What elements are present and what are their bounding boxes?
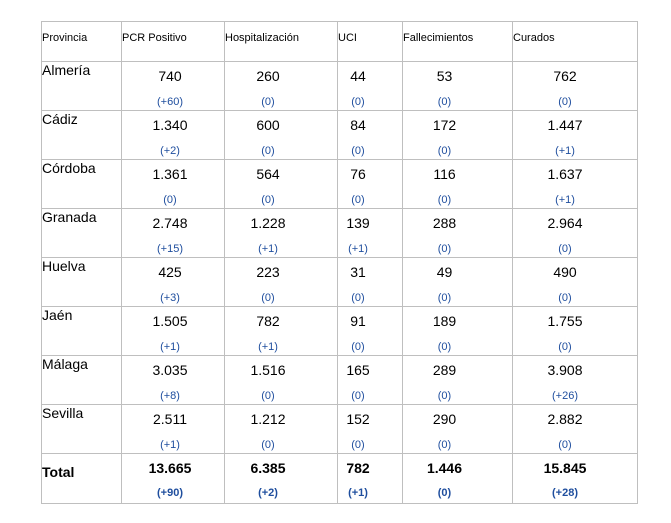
cell-hospitalizacion	[225, 258, 338, 307]
cell-provincia: Total	[42, 454, 122, 504]
pcr-positivo-value: 1.361	[152, 166, 188, 182]
total-row	[42, 454, 638, 504]
header-row	[42, 22, 638, 62]
hospitalizacion-change: (+1)	[258, 243, 278, 255]
cell-fallecimientos	[403, 160, 513, 209]
cell-provincia: Málaga	[42, 356, 122, 405]
table-row	[42, 111, 638, 160]
curados-value: 2.882	[547, 411, 583, 427]
curados-change: (0)	[558, 341, 572, 353]
pcr-positivo-change: (0)	[163, 194, 177, 206]
cell-provincia: Cádiz	[42, 111, 122, 160]
table-row	[42, 258, 638, 307]
hospitalizacion-value: 260	[256, 68, 280, 84]
fallecimientos-value: 172	[432, 117, 457, 133]
pcr-positivo-change: (+3)	[160, 292, 180, 304]
curados-change: (0)	[558, 439, 572, 451]
pcr-positivo-value: 425	[158, 264, 182, 280]
fallecimientos-change: (0)	[437, 439, 452, 451]
table-row	[42, 356, 638, 405]
cell-curados	[513, 209, 638, 258]
uci-value: 31	[350, 264, 366, 280]
curados-change: (+1)	[555, 145, 575, 157]
table-row	[42, 160, 638, 209]
pcr-positivo-change: (+1)	[160, 341, 180, 353]
cell-fallecimientos	[403, 405, 513, 454]
fallecimientos-value: 49	[436, 264, 453, 280]
uci-change: (0)	[351, 96, 365, 108]
hospitalizacion-value: 6.385	[250, 460, 286, 476]
hospitalizacion-value: 1.212	[250, 411, 286, 427]
uci-value: 91	[350, 313, 366, 329]
curados-change: (0)	[558, 243, 572, 255]
fallecimientos-change: (0)	[437, 292, 452, 304]
uci-change: (+1)	[348, 243, 368, 255]
cell-fallecimientos	[403, 209, 513, 258]
cell-pcr-positivo	[122, 62, 225, 111]
fallecimientos-value: 116	[433, 166, 456, 182]
header-provincia: Provincia	[42, 22, 122, 62]
cell-curados	[513, 356, 638, 405]
uci-change: (+1)	[348, 487, 368, 499]
hospitalizacion-value: 223	[256, 264, 280, 280]
uci-value: 782	[346, 460, 370, 476]
cell-provincia: Sevilla	[42, 405, 122, 454]
hospitalizacion-change: (0)	[261, 194, 275, 206]
uci-value: 152	[346, 411, 370, 427]
cell-curados	[513, 160, 638, 209]
pcr-positivo-change: (+60)	[157, 96, 183, 108]
cell-uci	[338, 160, 403, 209]
table-row	[42, 307, 638, 356]
curados-change: (+26)	[552, 390, 578, 402]
cell-uci	[338, 405, 403, 454]
cell-fallecimientos	[403, 356, 513, 405]
hospitalizacion-change: (0)	[261, 145, 275, 157]
fallecimientos-value: 289	[432, 362, 457, 378]
cell-curados	[513, 62, 638, 111]
curados-change: (+1)	[555, 194, 575, 206]
fallecimientos-change: (0)	[437, 487, 452, 499]
cell-uci	[338, 258, 403, 307]
cell-provincia: Almería	[42, 62, 122, 111]
uci-change: (0)	[351, 145, 365, 157]
cell-hospitalizacion	[225, 209, 338, 258]
hospitalizacion-change: (0)	[261, 390, 275, 402]
cell-hospitalizacion	[225, 111, 338, 160]
curados-value: 15.845	[543, 460, 587, 476]
cell-uci	[338, 62, 403, 111]
fallecimientos-value: 189	[432, 313, 457, 329]
pcr-positivo-value: 2.748	[152, 215, 188, 231]
cell-hospitalizacion	[225, 160, 338, 209]
cell-pcr-positivo	[122, 160, 225, 209]
curados-value: 2.964	[547, 215, 583, 231]
curados-value: 3.908	[547, 362, 583, 378]
uci-value: 139	[346, 215, 370, 231]
pcr-positivo-change: (+15)	[157, 243, 183, 255]
pcr-positivo-value: 2.511	[153, 411, 187, 427]
hospitalizacion-value: 782	[256, 313, 280, 329]
cell-provincia: Jaén	[42, 307, 122, 356]
cell-hospitalizacion	[225, 356, 338, 405]
curados-change: (+28)	[552, 487, 578, 499]
uci-value: 165	[346, 362, 370, 378]
table-row	[42, 405, 638, 454]
uci-value: 44	[350, 68, 366, 84]
fallecimientos-change: (0)	[437, 145, 452, 157]
fallecimientos-change: (0)	[437, 243, 452, 255]
pcr-positivo-value: 13.665	[148, 460, 192, 476]
cell-provincia: Granada	[42, 209, 122, 258]
curados-value: 1.447	[547, 117, 583, 133]
fallecimientos-value: 53	[436, 68, 453, 84]
pcr-positivo-value: 3.035	[152, 362, 188, 378]
cell-provincia: Córdoba	[42, 160, 122, 209]
cell-pcr-positivo	[122, 111, 225, 160]
cell-pcr-positivo	[122, 307, 225, 356]
cell-fallecimientos	[403, 111, 513, 160]
hospitalizacion-change: (0)	[261, 96, 275, 108]
hospitalizacion-change: (+1)	[258, 341, 278, 353]
cell-uci	[338, 111, 403, 160]
cell-curados	[513, 307, 638, 356]
header-uci: UCI	[338, 22, 403, 62]
uci-change: (0)	[351, 341, 365, 353]
fallecimientos-change: (0)	[437, 194, 452, 206]
hospitalizacion-change: (0)	[261, 292, 275, 304]
cell-hospitalizacion	[225, 307, 338, 356]
curados-value: 1.637	[547, 166, 583, 182]
curados-value: 1.755	[547, 313, 583, 329]
fallecimientos-value: 288	[432, 215, 457, 231]
hospitalizacion-value: 1.228	[250, 215, 286, 231]
cell-uci	[338, 356, 403, 405]
cell-curados	[513, 111, 638, 160]
curados-change: (0)	[558, 292, 572, 304]
cell-uci	[338, 209, 403, 258]
header-hospitalizacion: Hospitalización	[225, 22, 338, 62]
curados-value: 490	[553, 264, 577, 280]
covid-andalucia-table	[41, 21, 638, 504]
cell-fallecimientos	[403, 454, 513, 504]
cell-fallecimientos	[403, 62, 513, 111]
table-row	[42, 62, 638, 111]
pcr-positivo-value: 1.505	[152, 313, 188, 329]
hospitalizacion-change: (0)	[261, 439, 275, 451]
uci-change: (0)	[351, 439, 365, 451]
header-pcr-positivo: PCR Positivo	[122, 22, 225, 62]
cell-curados	[513, 258, 638, 307]
fallecimientos-value: 290	[432, 411, 457, 427]
cell-hospitalizacion	[225, 405, 338, 454]
uci-change: (0)	[351, 292, 365, 304]
pcr-positivo-change: (+90)	[157, 487, 183, 499]
curados-change: (0)	[558, 96, 572, 108]
hospitalizacion-value: 1.516	[250, 362, 286, 378]
table-row	[42, 209, 638, 258]
cell-pcr-positivo	[122, 405, 225, 454]
fallecimientos-change: (0)	[437, 341, 452, 353]
cell-curados	[513, 405, 638, 454]
fallecimientos-change: (0)	[437, 96, 452, 108]
fallecimientos-change: (0)	[437, 390, 452, 402]
fallecimientos-value: 1.446	[426, 460, 463, 476]
hospitalizacion-change: (+2)	[258, 487, 278, 499]
curados-value: 762	[553, 68, 577, 84]
pcr-positivo-value: 1.340	[152, 117, 188, 133]
cell-fallecimientos	[403, 258, 513, 307]
cell-hospitalizacion	[225, 454, 338, 504]
uci-change: (0)	[351, 194, 365, 206]
cell-pcr-positivo	[122, 356, 225, 405]
header-curados: Curados	[513, 22, 638, 62]
cell-curados	[513, 454, 638, 504]
cell-pcr-positivo	[122, 454, 225, 504]
pcr-positivo-change: (+2)	[160, 145, 180, 157]
uci-value: 76	[350, 166, 366, 182]
cell-uci	[338, 454, 403, 504]
cell-provincia: Huelva	[42, 258, 122, 307]
uci-value: 84	[350, 117, 366, 133]
pcr-positivo-change: (+8)	[160, 390, 180, 402]
cell-hospitalizacion	[225, 62, 338, 111]
cell-pcr-positivo	[122, 258, 225, 307]
hospitalizacion-value: 564	[256, 166, 280, 182]
uci-change: (0)	[351, 390, 365, 402]
cell-fallecimientos	[403, 307, 513, 356]
header-fallecimientos: Fallecimientos	[403, 22, 513, 62]
cell-pcr-positivo	[122, 209, 225, 258]
hospitalizacion-value: 600	[256, 117, 280, 133]
pcr-positivo-change: (+1)	[160, 439, 180, 451]
pcr-positivo-value: 740	[158, 68, 182, 84]
cell-uci	[338, 307, 403, 356]
